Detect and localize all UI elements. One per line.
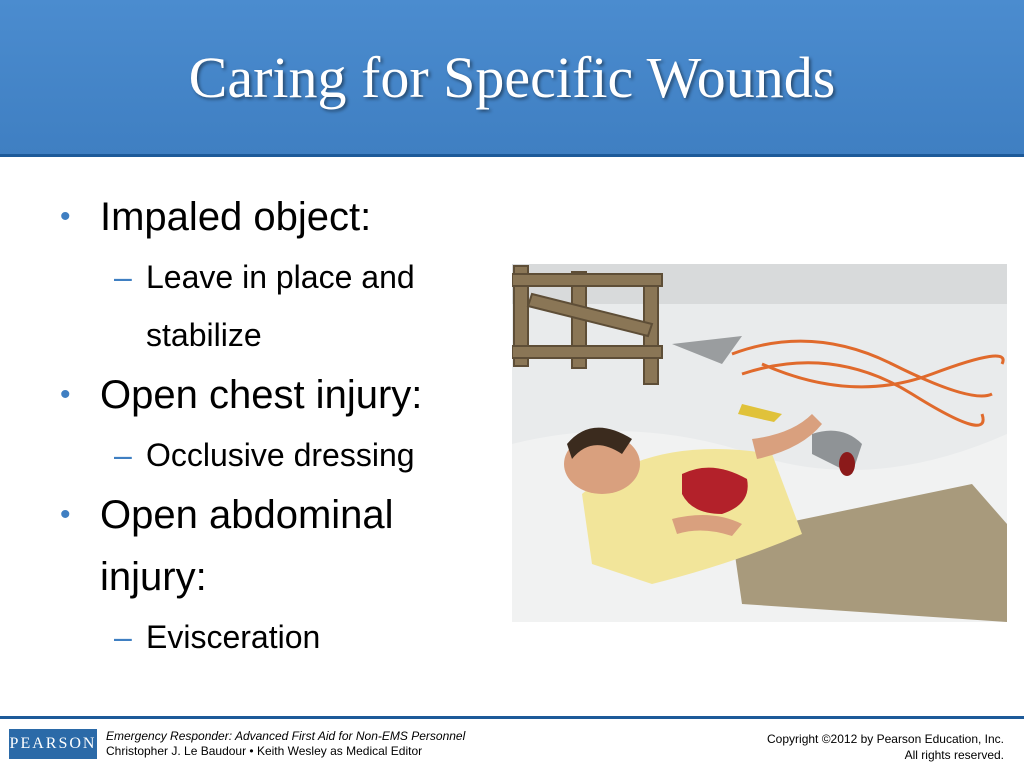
bullet-text: injury: — [100, 555, 207, 599]
sub-bullet-icon: – — [114, 619, 132, 655]
title-bar — [0, 0, 1024, 157]
book-credit — [106, 729, 465, 759]
sub-bullet-evisceration — [60, 608, 500, 666]
bullet-open-chest — [60, 364, 500, 426]
sub-bullet-text: stabilize — [146, 317, 262, 353]
sub-bullet-occlusive — [60, 426, 500, 484]
book-authors: Christopher J. Le Baudour • Keith Wesley as Medical Editor — [106, 744, 423, 758]
bullet-text: Open abdominal — [100, 493, 394, 537]
sub-bullet-icon: – — [114, 259, 132, 295]
bullet-open-abdominal-cont — [60, 546, 500, 608]
pearson-logo: PEARSON — [9, 729, 97, 759]
sub-bullet-stabilize — [60, 306, 500, 364]
sub-bullet-text: Leave in place and — [146, 259, 415, 295]
bullet-impaled-object — [60, 186, 500, 248]
bullet-open-abdominal — [60, 484, 500, 546]
book-title: Emergency Responder: Advanced First Aid for Non-EMS Personnel — [106, 729, 466, 743]
copyright — [767, 731, 1004, 763]
slide-title: Caring for Specific Wounds — [188, 45, 836, 110]
copyright-line: Copyright ©2012 by Pearson Education, Inc. — [767, 732, 1004, 746]
footer — [0, 719, 1024, 768]
bullet-list — [60, 186, 500, 666]
bullet-icon: • — [60, 378, 71, 411]
sub-bullet-leave-in-place — [60, 248, 500, 306]
sub-bullet-icon: – — [114, 437, 132, 473]
sub-bullet-text: Evisceration — [146, 619, 321, 655]
blood-drop — [839, 452, 855, 476]
photo-illustration — [512, 264, 1007, 622]
bullet-text: Impaled object: — [100, 195, 372, 239]
bullet-text: Open chest injury: — [100, 373, 423, 417]
bullet-icon: • — [60, 200, 71, 233]
rights-line: All rights reserved. — [904, 748, 1004, 762]
sub-bullet-text: Occlusive dressing — [146, 437, 415, 473]
injured-person-photo — [512, 264, 1007, 622]
bullet-icon: • — [60, 498, 71, 531]
